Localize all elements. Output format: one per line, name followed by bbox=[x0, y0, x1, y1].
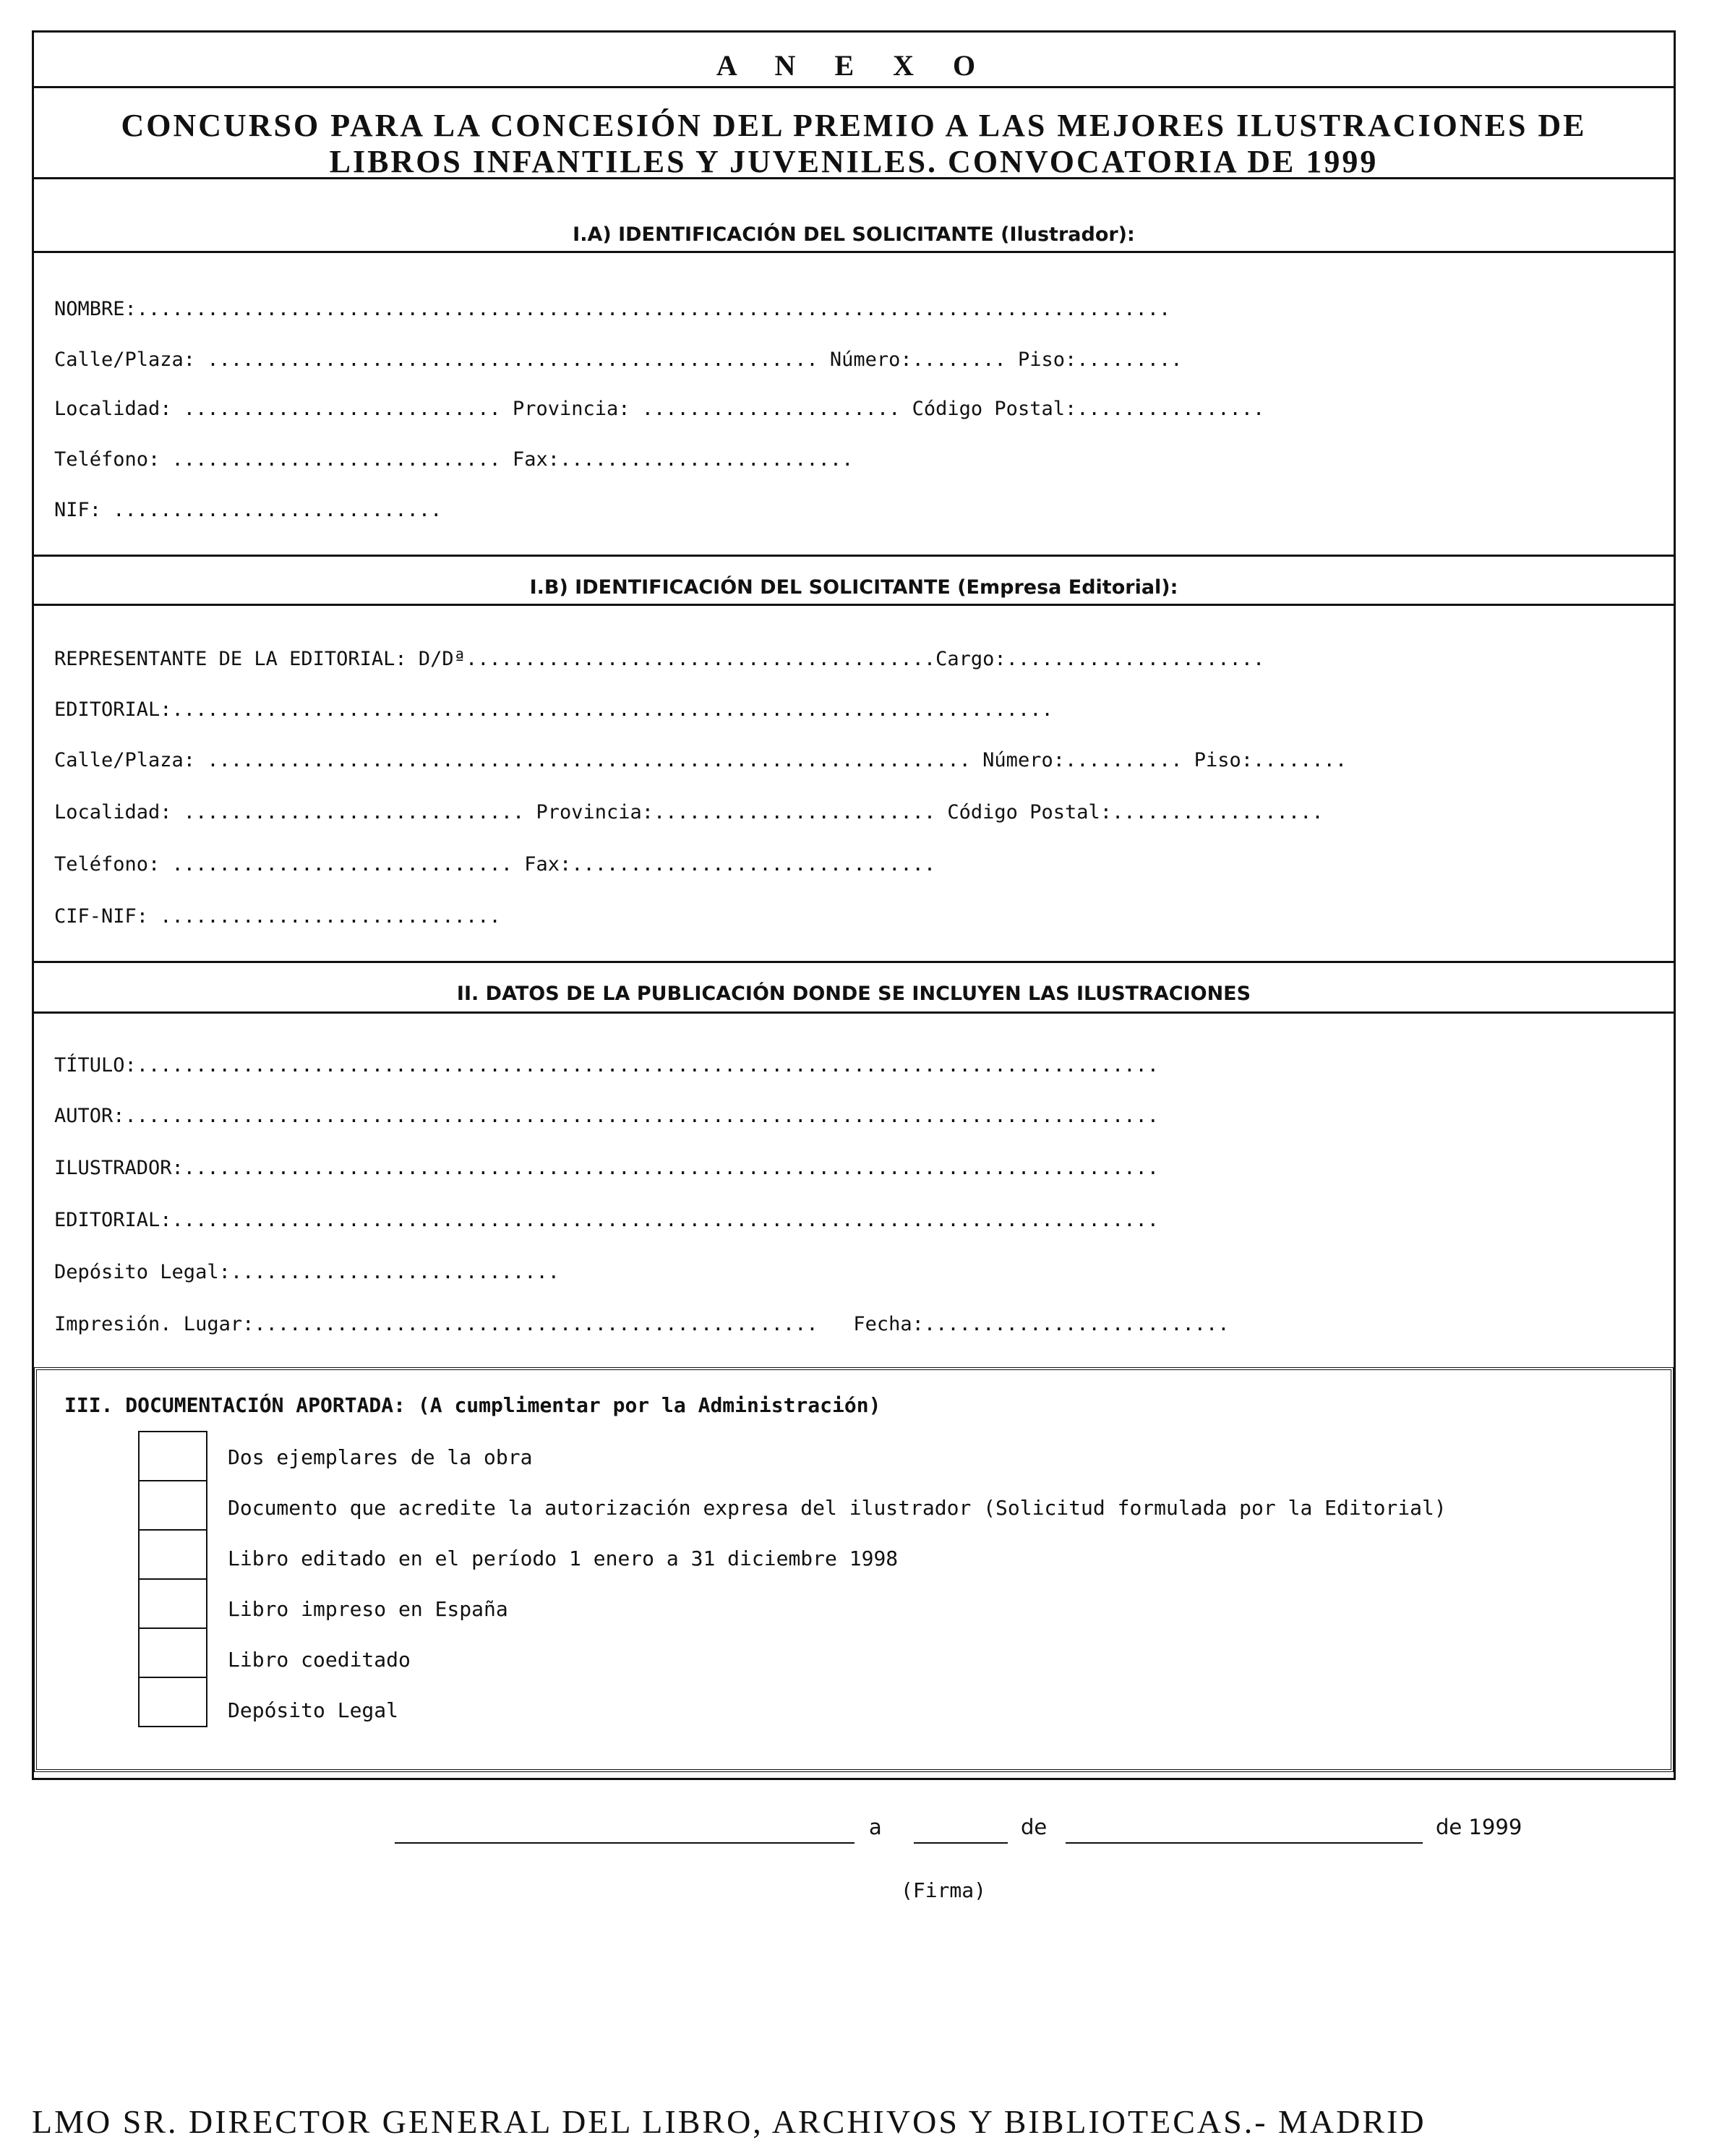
checkbox-label: Documento que acredite la autorización expresa del ilustrador (Solicitud formulada por la Editorial) bbox=[228, 1496, 1447, 1520]
nombre-field[interactable]: NOMBRE:........................................................................................ bbox=[54, 298, 1171, 320]
divider bbox=[34, 604, 1674, 606]
editorial-field[interactable]: EDITORIAL:.................................................................................... bbox=[54, 1209, 1160, 1231]
checkbox-label: Dos ejemplares de la obra bbox=[228, 1445, 533, 1469]
place-blank[interactable] bbox=[395, 1842, 854, 1844]
divider bbox=[34, 177, 1674, 179]
addressee: LMO SR. DIRECTOR GENERAL DEL LIBRO, ARCHIVOS Y BIBLIOTECAS.- MADRID bbox=[32, 2103, 1426, 2140]
year-text: de 1999 bbox=[1436, 1815, 1522, 1839]
illustrator-field[interactable]: ILUSTRADOR:................................................................................... bbox=[54, 1157, 1160, 1179]
checkbox-printed-spain[interactable] bbox=[138, 1578, 207, 1629]
a-word: a bbox=[869, 1815, 882, 1839]
application-form bbox=[32, 30, 1676, 1780]
title-field[interactable]: TÍTULO:....................................................................................... bbox=[54, 1054, 1160, 1077]
section-ii-heading: II. DATOS DE LA PUBLICACIÓN DONDE SE INCLUYEN LAS ILUSTRACIONES bbox=[456, 983, 1251, 1005]
contest-title-line-1: CONCURSO PARA LA CONCESIÓN DEL PREMIO A LAS MEJORES ILUSTRACIONES DE bbox=[121, 108, 1587, 143]
checkbox-label: Libro coeditado bbox=[228, 1648, 411, 1672]
contest-title-line-2: LIBROS INFANTILES Y JUVENILES. CONVOCATORIA DE 1999 bbox=[329, 144, 1379, 179]
divider bbox=[34, 251, 1674, 253]
cif-nif-field[interactable]: CIF-NIF: ............................. bbox=[54, 905, 501, 928]
month-blank[interactable] bbox=[1066, 1842, 1423, 1844]
checkbox-label: Libro editado en el período 1 enero a 31 diciembre 1998 bbox=[228, 1547, 899, 1570]
signature-label: (Firma) bbox=[901, 1878, 987, 1902]
representative-field[interactable]: REPRESENTANTE DE LA EDITORIAL: D/Dª........................................Cargo:...................... bbox=[54, 648, 1265, 670]
checkbox-label: Depósito Legal bbox=[228, 1698, 399, 1722]
divider bbox=[34, 86, 1674, 88]
checkbox-coedited[interactable] bbox=[138, 1627, 207, 1678]
divider bbox=[34, 555, 1674, 557]
locality-field[interactable]: Localidad: ........................... Provincia: ...................... Código Postal:................ bbox=[54, 398, 1265, 420]
checkbox-legal-deposit[interactable] bbox=[138, 1677, 207, 1727]
contest-title bbox=[48, 108, 1659, 180]
printing-place-field[interactable]: Impresión. Lugar:................................................ Fecha:.......................... bbox=[54, 1313, 1230, 1335]
address-field[interactable]: Calle/Plaza: .................................................... Número:........ Piso:......... bbox=[54, 348, 1183, 371]
legal-deposit-field[interactable]: Depósito Legal:............................ bbox=[54, 1261, 560, 1283]
section-iii-heading: III. DOCUMENTACIÓN APORTADA: (A cumplimentar por la Administración) bbox=[64, 1393, 881, 1417]
annex-title: A N E X O bbox=[716, 49, 992, 82]
day-blank[interactable] bbox=[914, 1842, 1008, 1844]
checkbox-label: Libro impreso en España bbox=[228, 1597, 508, 1621]
publisher-locality-field[interactable]: Localidad: ............................. Provincia:........................ Código Postal:.................. bbox=[54, 801, 1324, 824]
author-field[interactable]: AUTOR:........................................................................................ bbox=[54, 1105, 1160, 1127]
divider bbox=[34, 961, 1674, 963]
publisher-phone-field[interactable]: Teléfono: ............................. Fax:............................... bbox=[54, 853, 936, 876]
section-ib-heading: I.B) IDENTIFICACIÓN DEL SOLICITANTE (Empresa Editorial): bbox=[529, 576, 1178, 599]
publisher-address-field[interactable]: Calle/Plaza: ................................................................. Número:.......... Piso:........ bbox=[54, 749, 1348, 771]
checkbox-authorization[interactable] bbox=[138, 1480, 207, 1531]
checkbox-edited-period[interactable] bbox=[138, 1529, 207, 1580]
publisher-field[interactable]: EDITORIAL:........................................................................... bbox=[54, 698, 1053, 721]
de-word: de bbox=[1021, 1815, 1048, 1839]
nif-field[interactable]: NIF: ............................ bbox=[54, 499, 442, 521]
divider bbox=[34, 1011, 1674, 1014]
documentation-box bbox=[34, 1367, 1674, 1772]
checkbox-copies[interactable] bbox=[138, 1431, 207, 1481]
phone-field[interactable]: Teléfono: ............................ Fax:......................... bbox=[54, 448, 854, 471]
section-ia-heading: I.A) IDENTIFICACIÓN DEL SOLICITANTE (Ilustrador): bbox=[573, 223, 1135, 246]
